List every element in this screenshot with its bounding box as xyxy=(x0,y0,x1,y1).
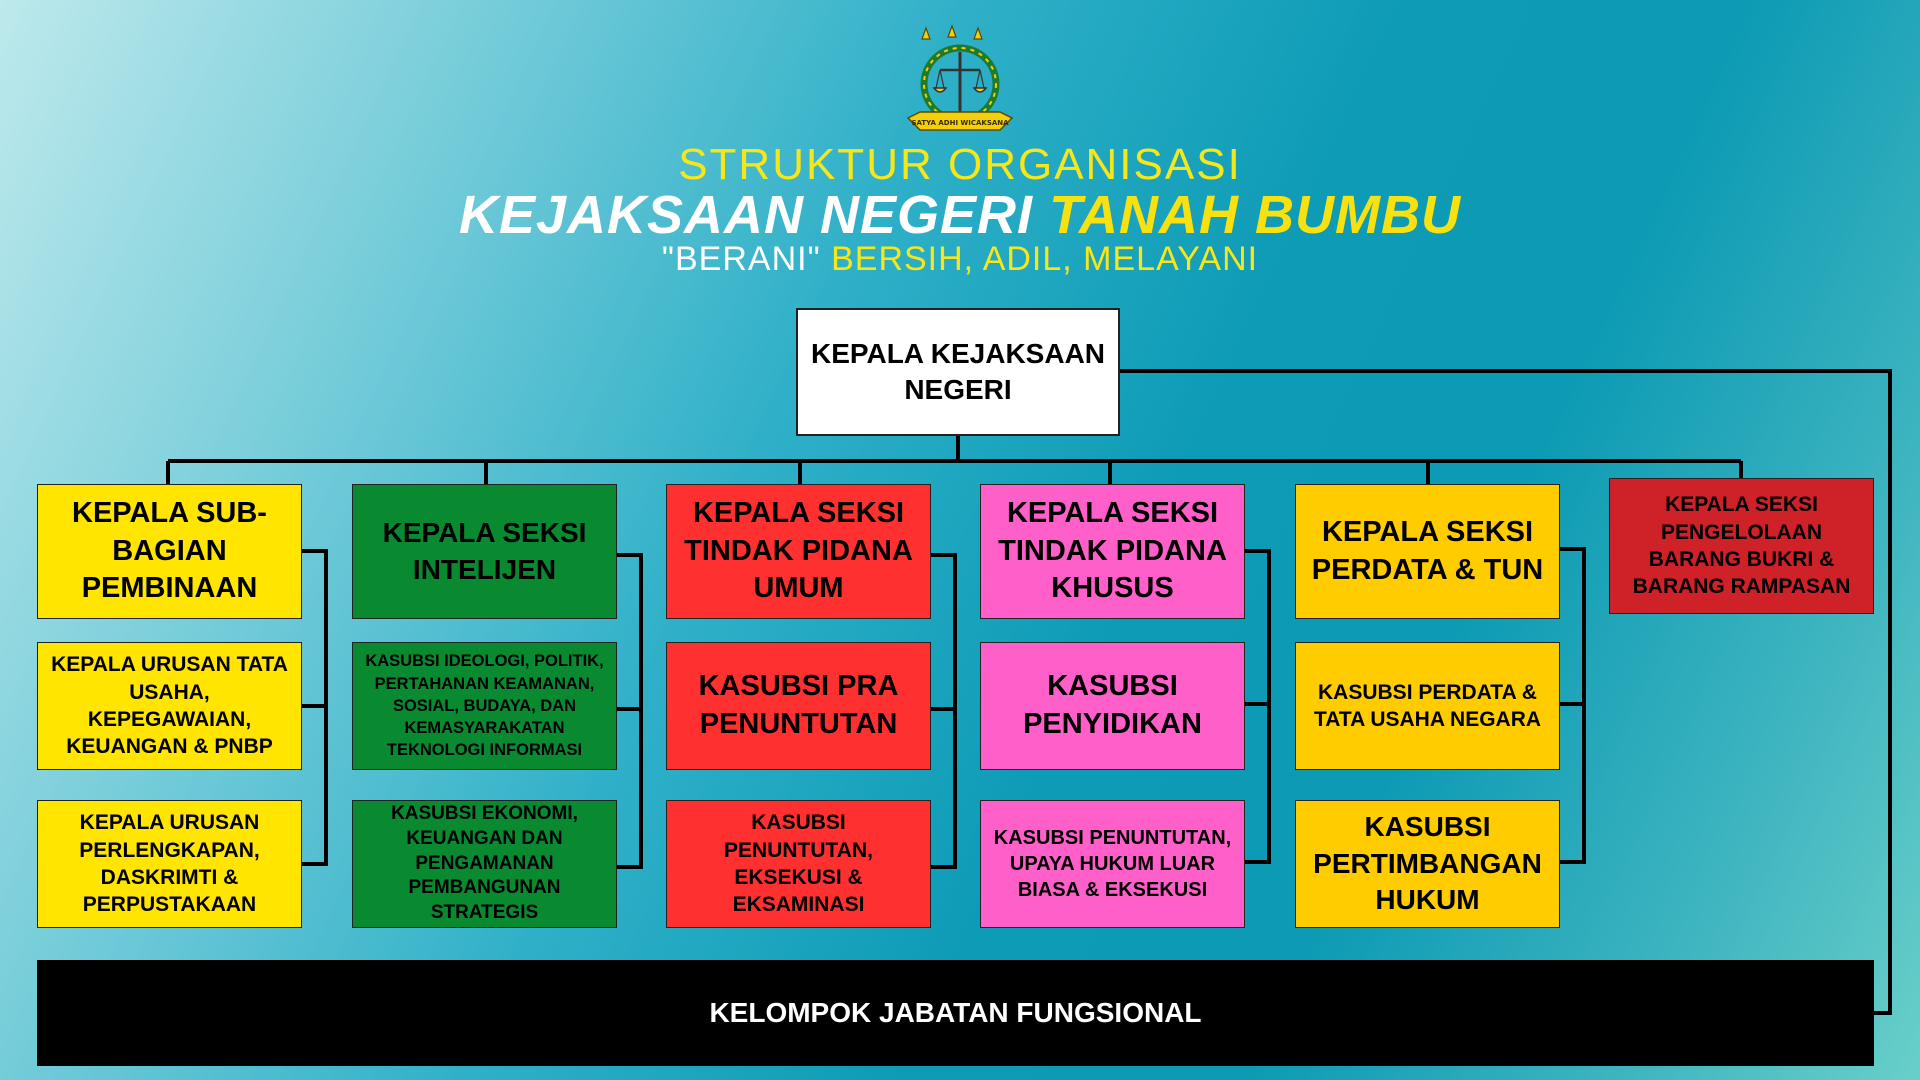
kasi-intelijen-box: KEPALA SEKSI INTELIJEN xyxy=(352,484,617,619)
kejaksaan-emblem-logo xyxy=(900,22,1020,140)
kasubsi-pertimbangan-hukum-box: KASUBSI PERTIMBANGAN HUKUM xyxy=(1295,800,1560,928)
kasi-pidsus-box: KEPALA SEKSI TINDAK PIDANA KHUSUS xyxy=(980,484,1245,619)
kasubsi-perdata-box: KASUBSI PERDATA & TATA USAHA NEGARA xyxy=(1295,642,1560,770)
kaur-perlengkapan-box: KEPALA URUSAN PERLENGKAPAN, DASKRIMTI & PERPUSTAKAAN xyxy=(37,800,302,928)
kasubag-pembinaan-box: KEPALA SUB-BAGIAN PEMBINAAN xyxy=(37,484,302,619)
kasubsi-penuntutan-pidsus-box: KASUBSI PENUNTUTAN, UPAYA HUKUM LUAR BIASA & EKSEKUSI xyxy=(980,800,1245,928)
title-office: KEJAKSAAN NEGERI xyxy=(458,185,1034,245)
kaur-tata-usaha-box: KEPALA URUSAN TATA USAHA, KEPEGAWAIAN, KEUANGAN & PNBP xyxy=(37,642,302,770)
kasubsi-penuntutan-pidum-box: KASUBSI PENUNTUTAN, EKSEKUSI & EKSAMINASI xyxy=(666,800,931,928)
kasubsi-pra-penuntutan-box: KASUBSI PRA PENUNTUTAN xyxy=(666,642,931,770)
motto-values: BERSIH, ADIL, MELAYANI xyxy=(831,240,1259,278)
title-region: TANAH BUMBU xyxy=(1049,185,1462,245)
kasi-datun-box: KEPALA SEKSI PERDATA & TUN xyxy=(1295,484,1560,619)
column-bracket xyxy=(1245,551,1269,862)
kasubsi-ideologi-box: KASUBSI IDEOLOGI, POLITIK, PERTAHANAN KEAMANAN, SOSIAL, BUDAYA, DAN KEMASYARAKATAN TEKNOLOGI INFORMASI xyxy=(352,642,617,770)
kasi-pengelolaan-barang-bukti-box: KEPALA SEKSI PENGELOLAAN BARANG BUKRI & BARANG RAMPASAN xyxy=(1609,478,1874,614)
kepala-kejaksaan-box: KEPALA KEJAKSAAN NEGERI xyxy=(796,308,1120,436)
motto-keyword: "BERANI" xyxy=(661,240,821,278)
title-line-1: STRUKTUR ORGANISASI xyxy=(678,140,1242,189)
kasubsi-ekonomi-box: KASUBSI EKONOMI, KEUANGAN DAN PENGAMANAN PEMBANGUNAN STRATEGIS xyxy=(352,800,617,928)
kasubsi-penyidikan-box: KASUBSI PENYIDIKAN xyxy=(980,642,1245,770)
kelompok-jabatan-fungsional-box: KELOMPOK JABATAN FUNGSIONAL xyxy=(37,960,1874,1066)
kasi-pidum-box: KEPALA SEKSI TINDAK PIDANA UMUM xyxy=(666,484,931,619)
svg-text:SATYA ADHI WICAKSANA: SATYA ADHI WICAKSANA xyxy=(911,119,1009,127)
title-line-2 xyxy=(0,184,1920,246)
motto xyxy=(0,240,1920,279)
